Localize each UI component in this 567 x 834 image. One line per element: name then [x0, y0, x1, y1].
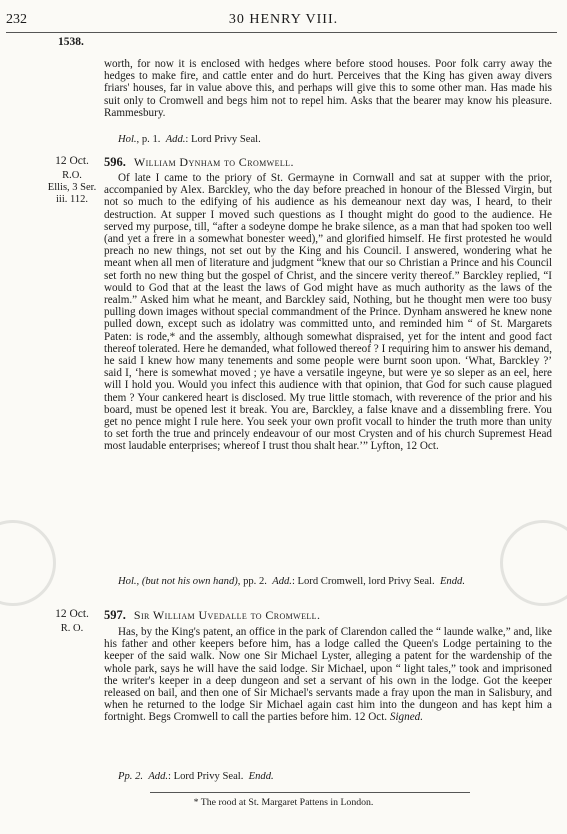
entry-596-date: 12 Oct. [55, 155, 89, 167]
entry-title: William Dynham to Cromwell. [133, 155, 294, 169]
running-title: 30 HENRY VIII. [228, 12, 339, 27]
hol-label: Hol., (but not his own hand) [118, 576, 238, 587]
entry-597-heading [104, 608, 320, 623]
ref-line: R. O. [60, 623, 84, 634]
top-note [104, 134, 566, 146]
endorsed-label: Endd. [248, 771, 274, 782]
page-count: , pp. 2. [237, 576, 267, 587]
add-label: Add. [148, 771, 169, 782]
page-count: , p. 1. [136, 134, 161, 145]
year-label: 1538. [58, 36, 84, 48]
signed-label: Signed. [389, 711, 423, 724]
header-rule [6, 32, 557, 33]
footnote: * The rood at St. Margaret Pattens in London. [193, 797, 374, 808]
add-label: Add. [165, 134, 186, 145]
add-label: Add. [272, 576, 292, 587]
ref-line: Ellis, 3 Ser. [47, 182, 97, 193]
entry-title: Sir William Uvedalle to Cromwell. [133, 608, 321, 622]
entry-597-text: Has, by the King's patent, an office in the park of Clarendon called the “ launde walke,” and, like his father and other keepers before him, has a lodge called the Queen's Lodge pertaining to the keeper of the said walk. Now one Sir Michael Lyster, alleging a patent for the wardenship of the whole park, says he will have the said lodge. Sir Michael, upon “ light tales,” took and imprisoned the writer's keeper in a deep dungeon and set a servant of his own in the lodge. Got the keeper released on bail, and then one of Sir Michael's servants made a fray upon the man in Salisbury, and when he returned to the lodge Sir Michael again cast him into the dungeon and has kept him a fortnight. Begs Cromwell to call the parties before him. 12 Oct. [104, 626, 552, 724]
addressee: : Lord Privy Seal. [185, 134, 261, 145]
entry-597-date: 12 Oct. [55, 608, 89, 620]
entry-596-ref [40, 170, 104, 206]
addressee: : Lord Privy Seal. [168, 771, 244, 782]
entry-596-heading [104, 155, 294, 170]
entry-596-note [104, 576, 566, 588]
entry-number: 596. [104, 155, 126, 169]
watermark-stamp [500, 520, 567, 606]
continued-paragraph: worth, for now it is enclosed with hedges where before stood houses. Poor folk carry away the hedges to make fire, and cattle enter and do hurt. Perceives that the King has given away divers friars' houses, far in value above this, and perhaps will give this to some other man. Has made his suit only to Cromwell and begs him not to repel him. Asks that the bearer may know his pleasure. Rammesbury. [104, 58, 552, 119]
entry-597-body [104, 626, 552, 724]
addressee: : Lord Cromwell, lord Privy Seal. [291, 576, 435, 587]
hol-label: Hol. [118, 134, 137, 145]
page-count: Pp. 2. [118, 771, 144, 782]
endorsed-label: Endd. [439, 576, 465, 587]
entry-597-ref [40, 623, 104, 635]
footnote-rule [150, 792, 470, 793]
watermark-stamp [0, 520, 56, 606]
entry-597-note [104, 771, 566, 783]
entry-number: 597. [104, 608, 126, 622]
entry-596-body: Of late I came to the priory of St. Germayne in Cornwall and sat at supper with the prior, accompanied by Alex. Barckley, who the day before preached in honour of the Blessed Virgin, but not so much to the edifying of his audience as his demeanour next day was, I heard, to their destruction. At supper I moved such questions as I thought might do good to the audience. He served my purpose, till, “after a sodeyne dompe he brake silence, as a man that had spoken too well (and yet a frere in a somewhat bonester weed),” and glorified himself. He first protested he would preach no new things, not set out by the King and his Council. I answered, wondering what he meant when all men of literature and judgment “knew that our so Christian a Prince and his Council set forth no new thing but the gospel of Christ, and the sincere verity thereof.” Barckley replied, “I would to God that at the least the laws of God might have as much authority as the laws of the realm.” Asked him what he meant, and Barckley said, Nothing, but he thought men were too busy pulling down images without special commandment of the Prince. Dynham answered he knew none pulled down, except such as idolatry was committed unto, and reminded him “ of St. Margarets Paten: is rode,* and the assembly, although somewhat dispraised, yet for the intent and good fact thereof tolerated. Here he demanded, what followed thereof ? I requiring him to answer his demand, he said I knew how many tenements and some people were burnt soon upon. ‘What, Barckley ?’ said I, ‘here is somewhat moved ; ye have a versatile ingeyne, but were ye so sleper as an eel, here will I hold you. Would you infect this audience with that opinion, that God for such cause plagued them ? Your cankered heart is disclosed. My true little stomach, with reverence of the prior and his board, must be opened lest it break. You are, Barckley, a false knave and a dissembling frere. You get no pence might I rule here. You seek your own profit vocall to hinder the truth more than unity to set forth the true and princely endeavour of our most Crysten and of his church Supremest Head most laudable enterprises; whereof I trust thou shalt hear.’” Lyfton, 12 Oct. [104, 172, 552, 453]
ref-line: R.O. [62, 170, 82, 181]
page-number: 232 [6, 12, 27, 27]
ref-line: iii. 112. [56, 194, 88, 205]
